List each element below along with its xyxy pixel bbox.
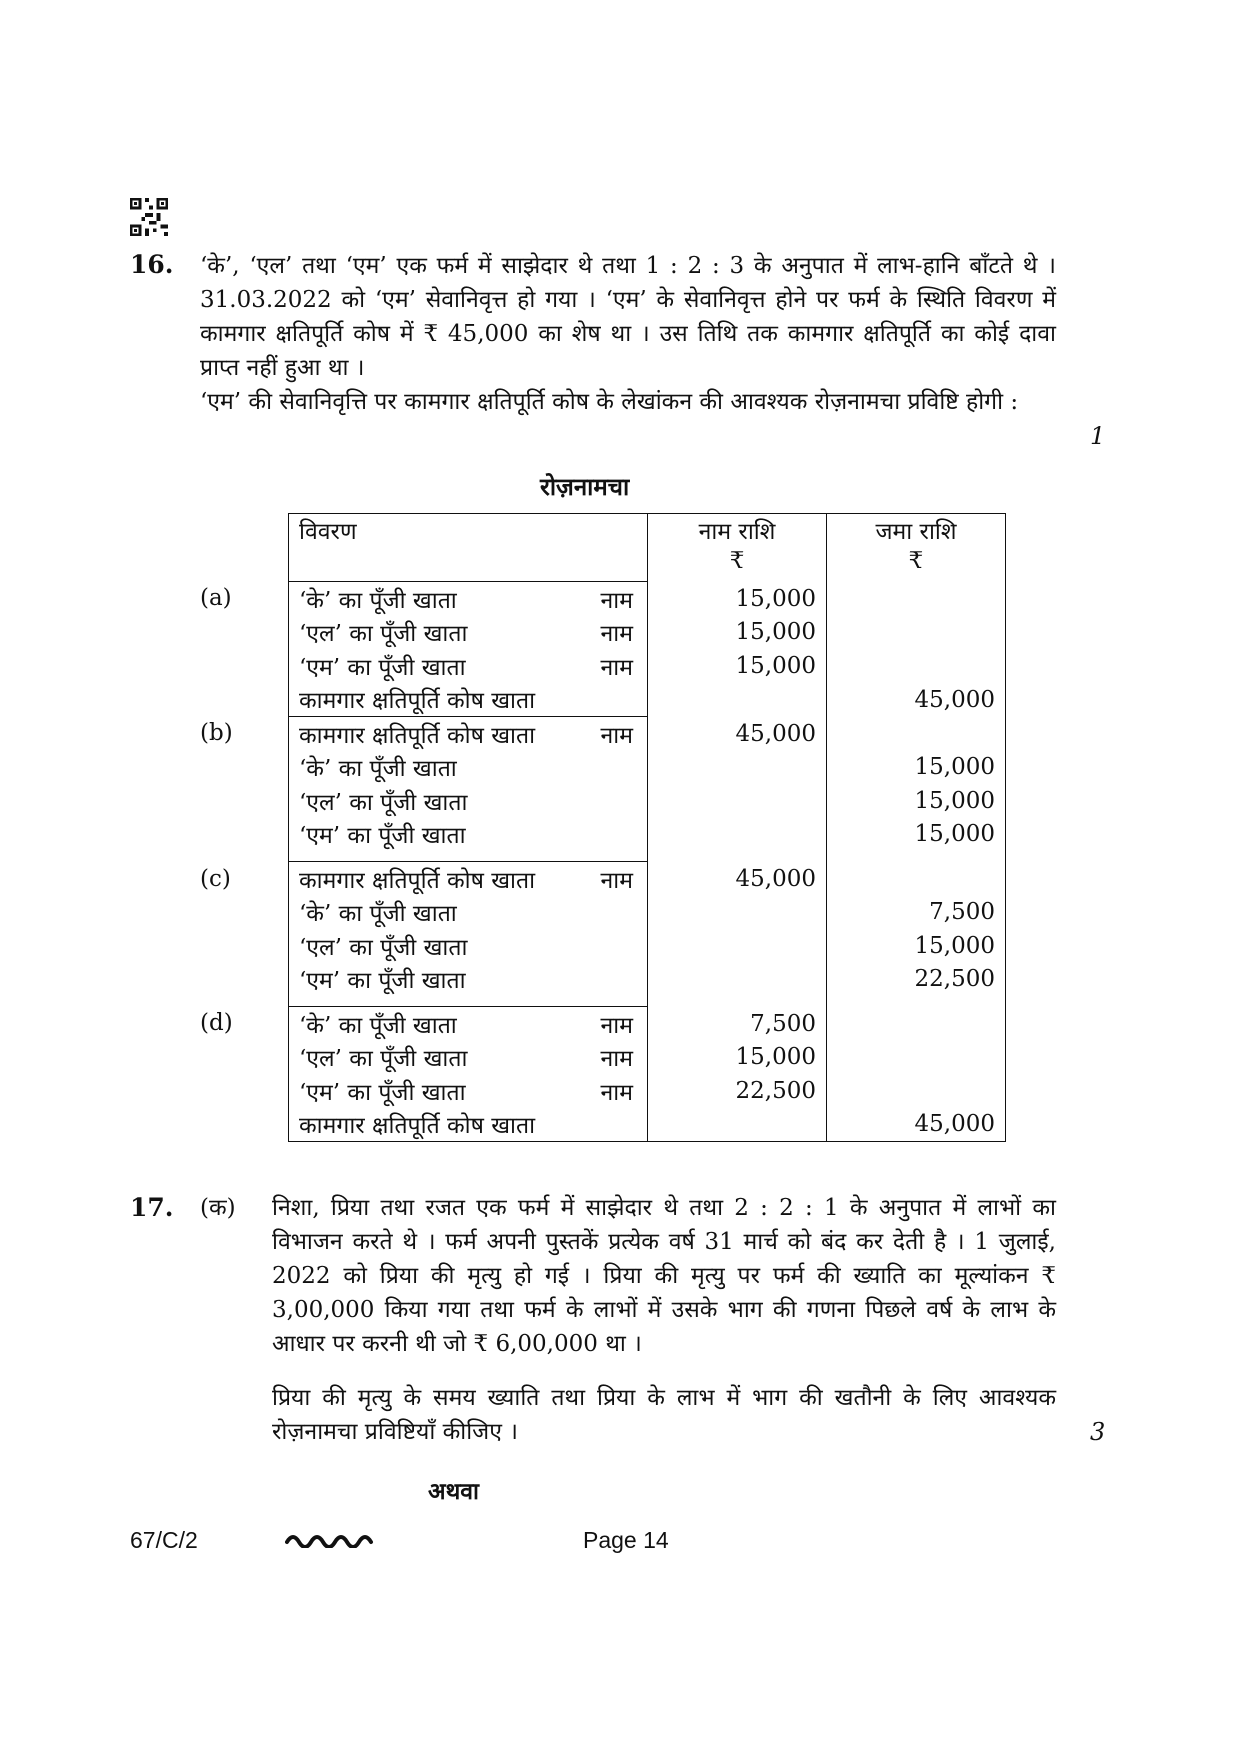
credit-amount (827, 616, 1006, 650)
dr-mark: नाम (600, 1012, 634, 1039)
table-row (289, 862, 1006, 896)
table-row (289, 616, 1006, 650)
dr-mark: नाम (600, 867, 634, 894)
debit-amount (648, 784, 827, 818)
credit-amount (827, 717, 1006, 751)
col-particulars-header: विवरण (289, 514, 648, 548)
account-name: कामगार क्षतिपूर्ति कोष खाता (299, 688, 536, 715)
credit-amount: 15,000 (827, 751, 1006, 785)
account-name: ‘के’ का पूँजी खाता (299, 901, 457, 928)
credit-amount: 45,000 (827, 1108, 1006, 1142)
debit-currency: ₹ (648, 548, 827, 582)
debit-amount (648, 896, 827, 930)
account-name: ‘एल’ का पूँजी खाता (299, 789, 468, 816)
table-row (289, 649, 1006, 683)
dr-mark: नाम (600, 654, 634, 681)
question-16-instruction: ‘एम’ की सेवानिवृत्ति पर कामगार क्षतिपूर्ति कोष के लेखांकन की आवश्यक रोज़नामचा प्रविष्टि होगी : (200, 389, 1019, 415)
debit-amount: 45,000 (648, 717, 827, 751)
page-number: Page 14 (583, 1527, 669, 1553)
account-name: ‘एल’ का पूँजी खाता (299, 621, 468, 648)
question-16-text: ‘के’, ‘एल’ तथा ‘एम’ एक फर्म में साझेदार थे तथा 1 : 2 : 3 के अनुपात में लाभ-हानि बाँटते थे । 31.03.2022 को ‘एम’ सेवानिवृत्त हो गया । ‘एम’ के सेवानिवृत्त होने पर फर्म के स्थिति विवरण में कामगार क्षतिपूर्ति कोष में ₹ 45,000 का शेष था । उस तिथि तक कामगार क्षतिपूर्ति का कोई दावा प्राप्त नहीं हुआ था । (200, 253, 1056, 381)
debit-amount (648, 751, 827, 785)
table-row (289, 818, 1006, 852)
dr-mark: नाम (600, 1079, 634, 1106)
account-name: कामगार क्षतिपूर्ति कोष खाता (299, 1113, 536, 1140)
account-name: ‘के’ का पूँजी खाता (299, 1012, 457, 1039)
dr-mark: नाम (600, 587, 634, 614)
question-17-marks: 3 (1090, 1418, 1106, 1446)
option-a-label: (a) (200, 585, 232, 611)
table-row (289, 1041, 1006, 1075)
tilde-ornament-icon (285, 1530, 385, 1548)
table-row (289, 717, 1006, 751)
table-row (289, 929, 1006, 963)
option-b-label: (b) (200, 720, 233, 746)
credit-amount (827, 862, 1006, 896)
debit-amount (648, 963, 827, 997)
table-row (289, 963, 1006, 997)
option-c-label: (c) (200, 866, 231, 892)
dr-mark: नाम (600, 722, 634, 749)
question-16-number: 16. (130, 250, 174, 279)
debit-amount: 22,500 (648, 1074, 827, 1108)
question-17-number: 17. (130, 1193, 174, 1222)
account-name: ‘एम’ का पूँजी खाता (299, 968, 466, 995)
question-17-part-label: (क) (200, 1195, 236, 1221)
credit-amount: 15,000 (827, 818, 1006, 852)
credit-amount: 7,500 (827, 896, 1006, 930)
credit-amount (827, 1041, 1006, 1075)
option-b-entry (289, 717, 1006, 862)
option-d-entry (289, 1007, 1006, 1142)
credit-amount (827, 582, 1006, 616)
credit-amount: 45,000 (827, 683, 1006, 717)
account-name: कामगार क्षतिपूर्ति कोष खाता (299, 722, 536, 749)
debit-amount (648, 929, 827, 963)
credit-amount (827, 649, 1006, 683)
debit-amount (648, 818, 827, 852)
debit-amount: 15,000 (648, 649, 827, 683)
question-17-text: निशा, प्रिया तथा रजत एक फर्म में साझेदार थे तथा 2 : 2 : 1 के अनुपात में लाभों का विभाजन करते थे । फर्म अपनी पुस्तकें प्रत्येक वर्ष 31 मार्च को बंद कर देती है । 1 जुलाई, 2022 को प्रिया की मृत्यु हो गई । प्रिया की मृत्यु पर फर्म की ख्याति का मूल्यांकन ₹ 3,00,000 किया गया तथा फर्म के लाभों में उसके भाग की गणना पिछले वर्ष के लाभ के आधार पर करनी थी जो ₹ 6,00,000 था । (272, 1195, 1056, 1357)
table-row (289, 582, 1006, 616)
or-separator: अथवा (428, 1478, 480, 1505)
debit-amount: 15,000 (648, 1041, 827, 1075)
debit-amount (648, 683, 827, 717)
account-name: ‘एम’ का पूँजी खाता (299, 823, 466, 850)
dr-mark: नाम (600, 1046, 634, 1073)
debit-amount: 45,000 (648, 862, 827, 896)
credit-amount: 22,500 (827, 963, 1006, 997)
question-16-marks: 1 (1090, 422, 1106, 450)
table-row (289, 896, 1006, 930)
table-row (289, 784, 1006, 818)
debit-amount: 7,500 (648, 1007, 827, 1041)
table-row (289, 1108, 1006, 1142)
debit-amount: 15,000 (648, 616, 827, 650)
debit-amount (648, 1108, 827, 1142)
credit-amount (827, 1007, 1006, 1041)
credit-amount: 15,000 (827, 929, 1006, 963)
paper-code: 67/C/2 (130, 1527, 198, 1553)
dr-mark: नाम (600, 621, 634, 648)
account-name: ‘के’ का पूँजी खाता (299, 587, 457, 614)
table-row (289, 751, 1006, 785)
account-name: कामगार क्षतिपूर्ति कोष खाता (299, 867, 536, 894)
option-d-label: (d) (200, 1010, 233, 1036)
debit-amount: 15,000 (648, 582, 827, 616)
journal-title: रोज़नामचा (540, 472, 630, 501)
table-row (289, 1074, 1006, 1108)
table-row (289, 1007, 1006, 1041)
account-name: ‘एल’ का पूँजी खाता (299, 934, 468, 961)
table-row (289, 683, 1006, 717)
credit-currency: ₹ (827, 548, 1006, 582)
option-c-entry (289, 862, 1006, 1007)
account-name: ‘एम’ का पूँजी खाता (299, 654, 466, 681)
option-a-entry (289, 582, 1006, 717)
account-name: ‘के’ का पूँजी खाता (299, 756, 457, 783)
qr-code-icon (130, 198, 168, 236)
account-name: ‘एल’ का पूँजी खाता (299, 1046, 468, 1073)
credit-amount: 15,000 (827, 784, 1006, 818)
question-17-instruction: प्रिया की मृत्यु के समय ख्याति तथा प्रिया के लाभ में भाग की खतौनी के लिए आवश्यक रोज़नामचा प्रविष्टियाँ कीजिए । (272, 1385, 1056, 1445)
col-debit-header: नाम राशि (648, 514, 827, 548)
journal-table (288, 513, 1006, 1142)
col-credit-header: जमा राशि (827, 514, 1006, 548)
credit-amount (827, 1074, 1006, 1108)
account-name: ‘एम’ का पूँजी खाता (299, 1079, 466, 1106)
